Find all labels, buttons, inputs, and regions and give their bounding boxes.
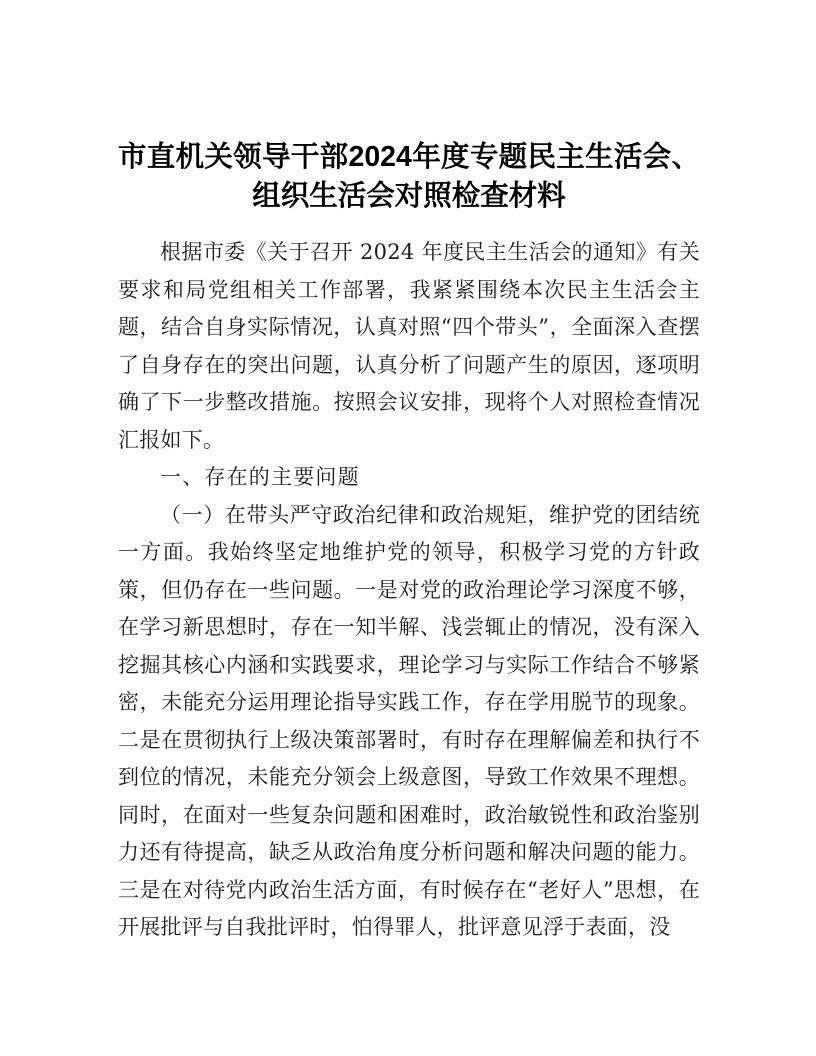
page-title	[118, 138, 700, 216]
intro-paragraph: 根据市委《关于召开 2024 年度民主生活会的通知》有关要求和局党组相关工作部署，我紧紧围绕本次民主生活会主题，结合自身实际情况，认真对照“四个带头”，全面深入查摆了自身存在的突出问题，认真分析了问题产生的原因，逐项明确了下一步整改措施。按照会议安排，现将个人对照检查情况汇报如下。	[118, 240, 700, 452]
page-title-line-1: 市直机关领导干部2024年度专题民主生活会、	[118, 141, 700, 173]
title-spacer	[118, 226, 700, 234]
document-content	[118, 138, 700, 947]
subsection-paragraph-political-discipline: （一）在带头严守政治纪律和政治规矩，维护党的团结统一方面。我始终坚定地维护党的领导，积极学习党的方针政策，但仍存在一些问题。一是对党的政治理论学习深度不够，在学习新思想时，存在一知半解、浅尝辄止的情况，没有深入挖掘其核心内涵和实践要求，理论学习与实际工作结合不够紧密，未能充分运用理论指导实践工作，存在学用脱节的现象。二是在贯彻执行上级决策部署时，有时存在理解偏差和执行不到位的情况，未能充分领会上级意图，导致工作效果不理想。同时，在面对一些复杂问题和困难时，政治敏锐性和政治鉴别力还有待提高，缺乏从政治角度分析问题和解决问题的能力。三是在对待党内政治生活方面，有时候存在“老好人”思想，在开展批评与自我批评时，怕得罪人，批评意见浮于表面，没	[118, 502, 700, 939]
section-heading-main-problems: 一、存在的主要问题	[160, 465, 360, 489]
page-title-line-2: 组织生活会对照检查材料	[252, 180, 566, 212]
